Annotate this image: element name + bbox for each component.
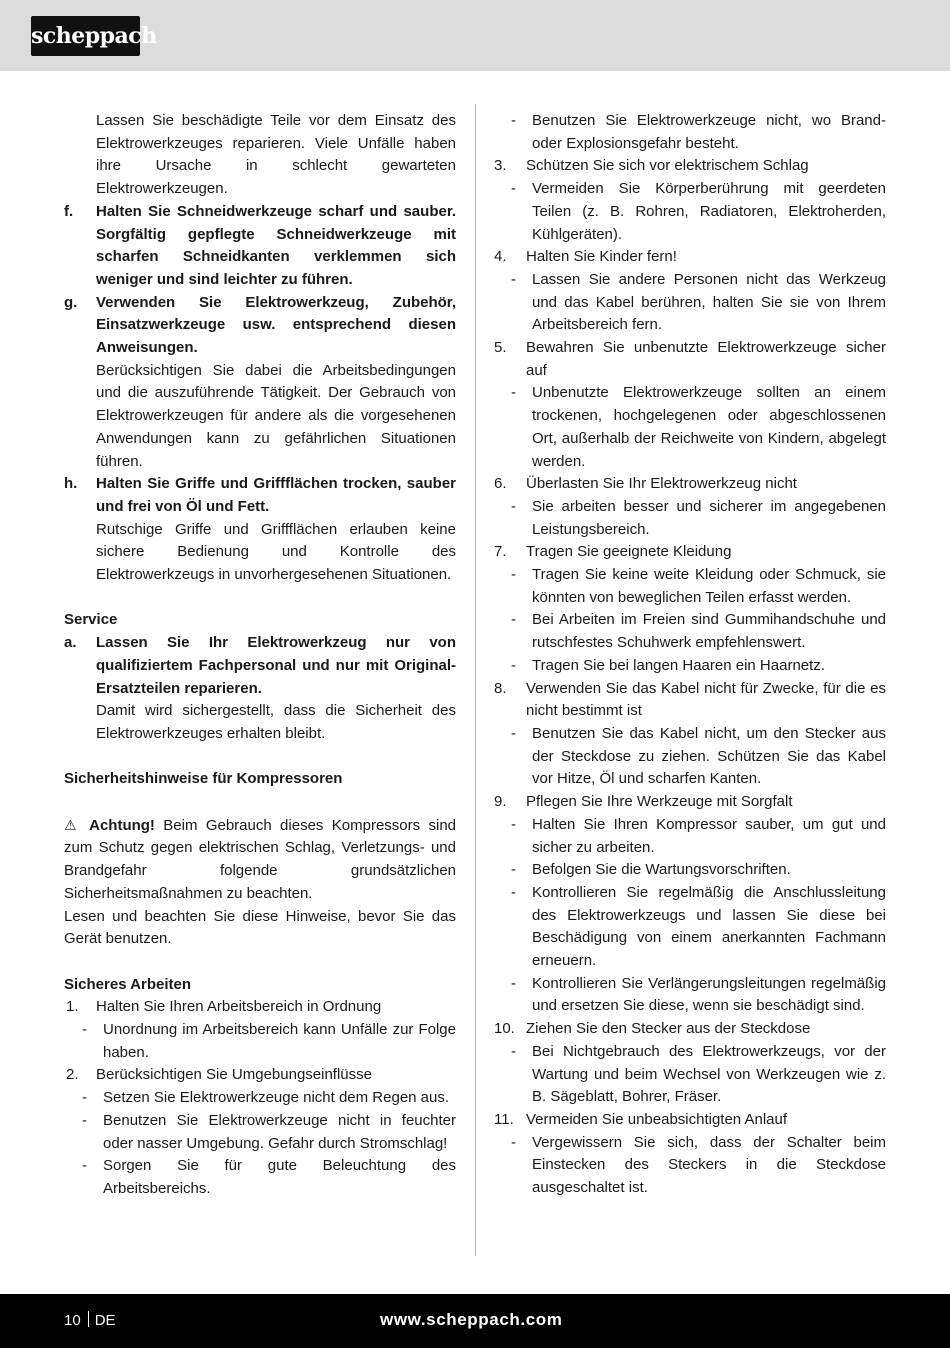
dash-marker: -	[511, 270, 516, 288]
list-item-text: Halten Sie Kinder fern!	[526, 248, 677, 266]
list-item-text: Vermeiden Sie unbeabsichtigten Anlauf	[526, 1110, 788, 1128]
section-heading-compressor: Sicherheitshinweise für Kompressoren	[64, 770, 343, 788]
sub-item-text: Kontrollieren Sie Verlängerungsleitungen regelmäßig und ersetzen Sie diese, wenn sie beschädigt sind.	[532, 974, 886, 1015]
sub-item	[494, 564, 886, 609]
list-item-title: Halten Sie Schneidwerkzeuge scharf und sauber. Sorgfältig gepflegte Schneidwerkzeuge mit scharfen Schneidkanten verklemmen sich weniger und sind leichter zu führen.	[96, 202, 456, 288]
language-code: DE	[94, 1312, 116, 1329]
warning-paragraph	[64, 814, 456, 906]
sub-item	[494, 269, 886, 337]
sub-item	[494, 110, 886, 155]
numbered-list	[494, 155, 886, 1199]
sub-item	[494, 723, 886, 791]
list-marker: 3.	[494, 157, 507, 175]
list-marker: 2.	[66, 1066, 79, 1084]
numbered-item-3	[494, 155, 886, 178]
service-item-a	[64, 632, 456, 746]
warning-label: Achtung!	[89, 816, 155, 834]
dash-marker: -	[511, 724, 516, 742]
sub-item	[64, 1019, 456, 1064]
paragraph-e-continued: Lassen Sie beschädigte Teile vor dem Einsatz des Elektrowerkzeuges reparieren. Viele Unfälle haben ihre Ursache in schlecht gewarteten Elektrowerkzeugen.	[96, 112, 456, 198]
page-header	[0, 0, 950, 71]
list-marker: 8.	[494, 679, 507, 697]
list-marker: 4.	[494, 248, 507, 266]
list-item-text: Halten Sie Ihren Arbeitsbereich in Ordnung	[96, 998, 382, 1016]
dash-marker: -	[511, 112, 516, 129]
separator	[88, 1311, 89, 1327]
sub-item-text: Setzen Sie Elektrowerkzeuge nicht dem Regen aus.	[103, 1089, 450, 1107]
list-marker: 6.	[494, 475, 507, 493]
dash-marker: -	[82, 1111, 87, 1129]
list-marker: h.	[64, 475, 78, 493]
sub-item-text: Tragen Sie bei langen Haaren ein Haarnetz.	[532, 656, 825, 674]
numbered-item-6	[494, 473, 886, 496]
list-item-text: Pflegen Sie Ihre Werkzeuge mit Sorgfalt	[526, 793, 793, 811]
list-item-f	[64, 201, 456, 292]
dash-marker: -	[511, 611, 516, 629]
dash-marker: -	[511, 566, 516, 584]
list-item-text: Berücksichtigen Sie Umgebungseinflüsse	[96, 1066, 372, 1084]
list-item-title: Halten Sie Griffe und Griffflächen trocken, sauber und frei von Öl und Fett.	[96, 475, 456, 515]
list-item-title: Verwenden Sie Elektrowerkzeug, Zubehör, Einsatzwerkzeuge usw. entsprechend diesen Anweisungen.	[96, 293, 456, 357]
list-marker: 5.	[494, 339, 507, 357]
sub-item	[494, 859, 886, 882]
page-number	[64, 1310, 116, 1332]
left-column	[64, 110, 456, 1201]
sub-item-text: Halten Sie Ihren Kompressor sauber, um gut und sicher zu arbeiten.	[532, 815, 886, 856]
numbered-item-5	[494, 337, 886, 382]
sub-item	[494, 496, 886, 541]
dash-marker: -	[511, 883, 516, 901]
dash-marker: -	[82, 1089, 87, 1107]
page-footer	[0, 1294, 950, 1348]
list-item-text: Ziehen Sie den Stecker aus der Steckdose	[526, 1020, 811, 1038]
numbered-item-10	[494, 1018, 886, 1041]
right-column	[494, 110, 886, 1200]
sub-item	[494, 1041, 886, 1109]
section-heading-safe-work: Sicheres Arbeiten	[64, 975, 191, 993]
list-item-text: Tragen Sie geeignete Kleidung	[526, 543, 732, 561]
sub-item-text: Vermeiden Sie Körperberührung mit geerdeten Teilen (z. B. Rohren, Radiatoren, Elektroherden, Kühlgeräten).	[532, 180, 886, 243]
list-item-text: Verwenden Sie das Kabel nicht für Zwecke, für die es nicht bestimmt ist	[526, 679, 886, 720]
sub-item-text: Unbenutzte Elektrowerkzeuge sollten an einem trockenen, hochgelegenen oder abgeschlossenen Ort, außerhalb der Reichweite von Kindern, abgelegt werden.	[532, 384, 886, 470]
list-marker: 7.	[494, 543, 507, 561]
section-heading-service: Service	[64, 611, 118, 629]
list-marker: f.	[64, 202, 74, 220]
sub-item-text: Benutzen Sie das Kabel nicht, um den Stecker aus der Steckdose zu ziehen. Schützen Sie das Kabel vor Hitze, Öl und scharfen Kanten.	[532, 724, 886, 788]
dash-marker: -	[82, 1157, 87, 1175]
sub-item-text: Bei Arbeiten im Freien sind Gummihandschuhe und rutschfestes Schuhwerk empfehlenswert.	[532, 611, 886, 652]
sub-item-text: Unordnung im Arbeitsbereich kann Unfälle zur Folge haben.	[103, 1021, 456, 1061]
dash-marker: -	[511, 974, 516, 992]
sub-item	[64, 1110, 456, 1155]
dash-marker: -	[511, 180, 516, 198]
sub-item-text: Benutzen Sie Elektrowerkzeuge nicht, wo Brand- oder Explosionsgefahr besteht.	[532, 112, 886, 152]
sub-item	[494, 882, 886, 973]
dash-marker: -	[511, 1042, 516, 1060]
numbered-item-4	[494, 246, 886, 269]
numbered-item-9	[494, 791, 886, 814]
read-note: Lesen und beachten Sie diese Hinweise, bevor Sie das Gerät benutzen.	[64, 907, 456, 948]
dash-marker: -	[511, 815, 516, 833]
dash-marker: -	[511, 384, 516, 402]
dash-marker: -	[511, 656, 516, 674]
list-item-title: Lassen Sie Ihr Elektrowerkzeug nur von qualifiziertem Fachpersonal und nur mit Original-Ersatzteilen reparieren.	[96, 634, 456, 697]
sub-item	[494, 609, 886, 654]
dash-marker: -	[511, 861, 516, 879]
dash-marker: -	[511, 497, 516, 515]
warning-text: Beim Gebrauch dieses Kompressors sind zum Schutz gegen elektrischen Schlag, Verletzungs- und Brandgefahr folgende grundsätzlichen Sicherheitsmaßnahmen zu beachten.	[64, 816, 456, 902]
list-marker: g.	[64, 293, 78, 311]
list-marker: 9.	[494, 793, 507, 811]
numbered-item-11	[494, 1109, 886, 1132]
list-marker: 10.	[494, 1020, 515, 1038]
list-item-h	[64, 473, 456, 587]
sub-item	[494, 178, 886, 246]
sub-item-text: Vergewissern Sie sich, dass der Schalter beim Einstecken des Steckers in die Steckdose ausgeschaltet ist.	[532, 1133, 886, 1197]
sub-item-text: Sie arbeiten besser und sicherer im angegebenen Leistungsbereich.	[532, 497, 886, 538]
sub-item	[64, 1087, 456, 1110]
list-item-g	[64, 292, 456, 474]
sub-item	[494, 973, 886, 1018]
numbered-item-8	[494, 678, 886, 723]
dash-marker: -	[82, 1021, 87, 1039]
sub-item-text: Sorgen Sie für gute Beleuchtung des Arbeitsbereichs.	[103, 1157, 456, 1197]
list-marker: 11.	[494, 1110, 514, 1128]
sub-item	[494, 382, 886, 473]
list-marker: a.	[64, 634, 77, 652]
sub-item-text: Kontrollieren Sie regelmäßig die Anschlussleitung des Elektrowerkzeugs und lassen Sie diese bei Beschädigung von einem anerkannten Fachmann erneuern.	[532, 883, 886, 970]
sub-item	[494, 1132, 886, 1200]
sub-item-text: Bei Nichtgebrauch des Elektrowerkzeugs, vor der Wartung und beim Wechsel von Werkzeugen wie z. B. Sägeblatt, Bohrer, Fräser.	[532, 1042, 886, 1106]
list-item-text: Rutschige Griffe und Griffflächen erlauben keine sichere Bedienung und Kontrolle des Elektrowerkzeugs in unvorhergesehenen Situationen.	[96, 520, 456, 584]
list-item-text: Schützen Sie sich vor elektrischem Schlag	[526, 157, 809, 175]
brand-logo: scheppach	[31, 16, 140, 56]
page-number-value: 10	[64, 1312, 81, 1329]
dash-marker: -	[511, 1133, 516, 1151]
website-link[interactable]: www.scheppach.com	[380, 1310, 563, 1329]
sub-item	[64, 1155, 456, 1200]
numbered-item-1	[64, 996, 456, 1019]
list-marker: 1.	[66, 998, 79, 1016]
sub-item-text: Lassen Sie andere Personen nicht das Werkzeug und das Kabel berühren, halten Sie sie von Ihrem Arbeitsbereich fern.	[532, 270, 886, 334]
list-item-text: Überlasten Sie Ihr Elektrowerkzeug nicht	[526, 475, 797, 493]
numbered-item-7	[494, 541, 886, 564]
sub-item-text: Benutzen Sie Elektrowerkzeuge nicht in feuchter oder nasser Umgebung. Gefahr durch Stromschlag!	[103, 1111, 456, 1152]
sub-item	[494, 655, 886, 678]
sub-item-text: Tragen Sie keine weite Kleidung oder Schmuck, sie könnten von beweglichen Teilen erfasst werden.	[532, 566, 886, 606]
numbered-item-2	[64, 1064, 456, 1087]
list-item-text: Damit wird sichergestellt, dass die Sicherheit des Elektrowerkzeuges erhalten bleibt.	[96, 702, 456, 742]
column-divider	[475, 104, 476, 1256]
warning-icon: ⚠	[64, 816, 81, 833]
sub-item-text: Befolgen Sie die Wartungsvorschriften.	[532, 861, 791, 879]
sub-item	[494, 814, 886, 859]
list-item-text: Bewahren Sie unbenutzte Elektrowerkzeuge sicher auf	[526, 339, 886, 379]
list-item-text: Berücksichtigen Sie dabei die Arbeitsbedingungen und die auszuführende Tätigkeit. Der Gebrauch von Elektrowerkzeugen für andere als die vorgesehenen Anwendungen kann zu gefährlichen Situationen führen.	[96, 361, 456, 470]
